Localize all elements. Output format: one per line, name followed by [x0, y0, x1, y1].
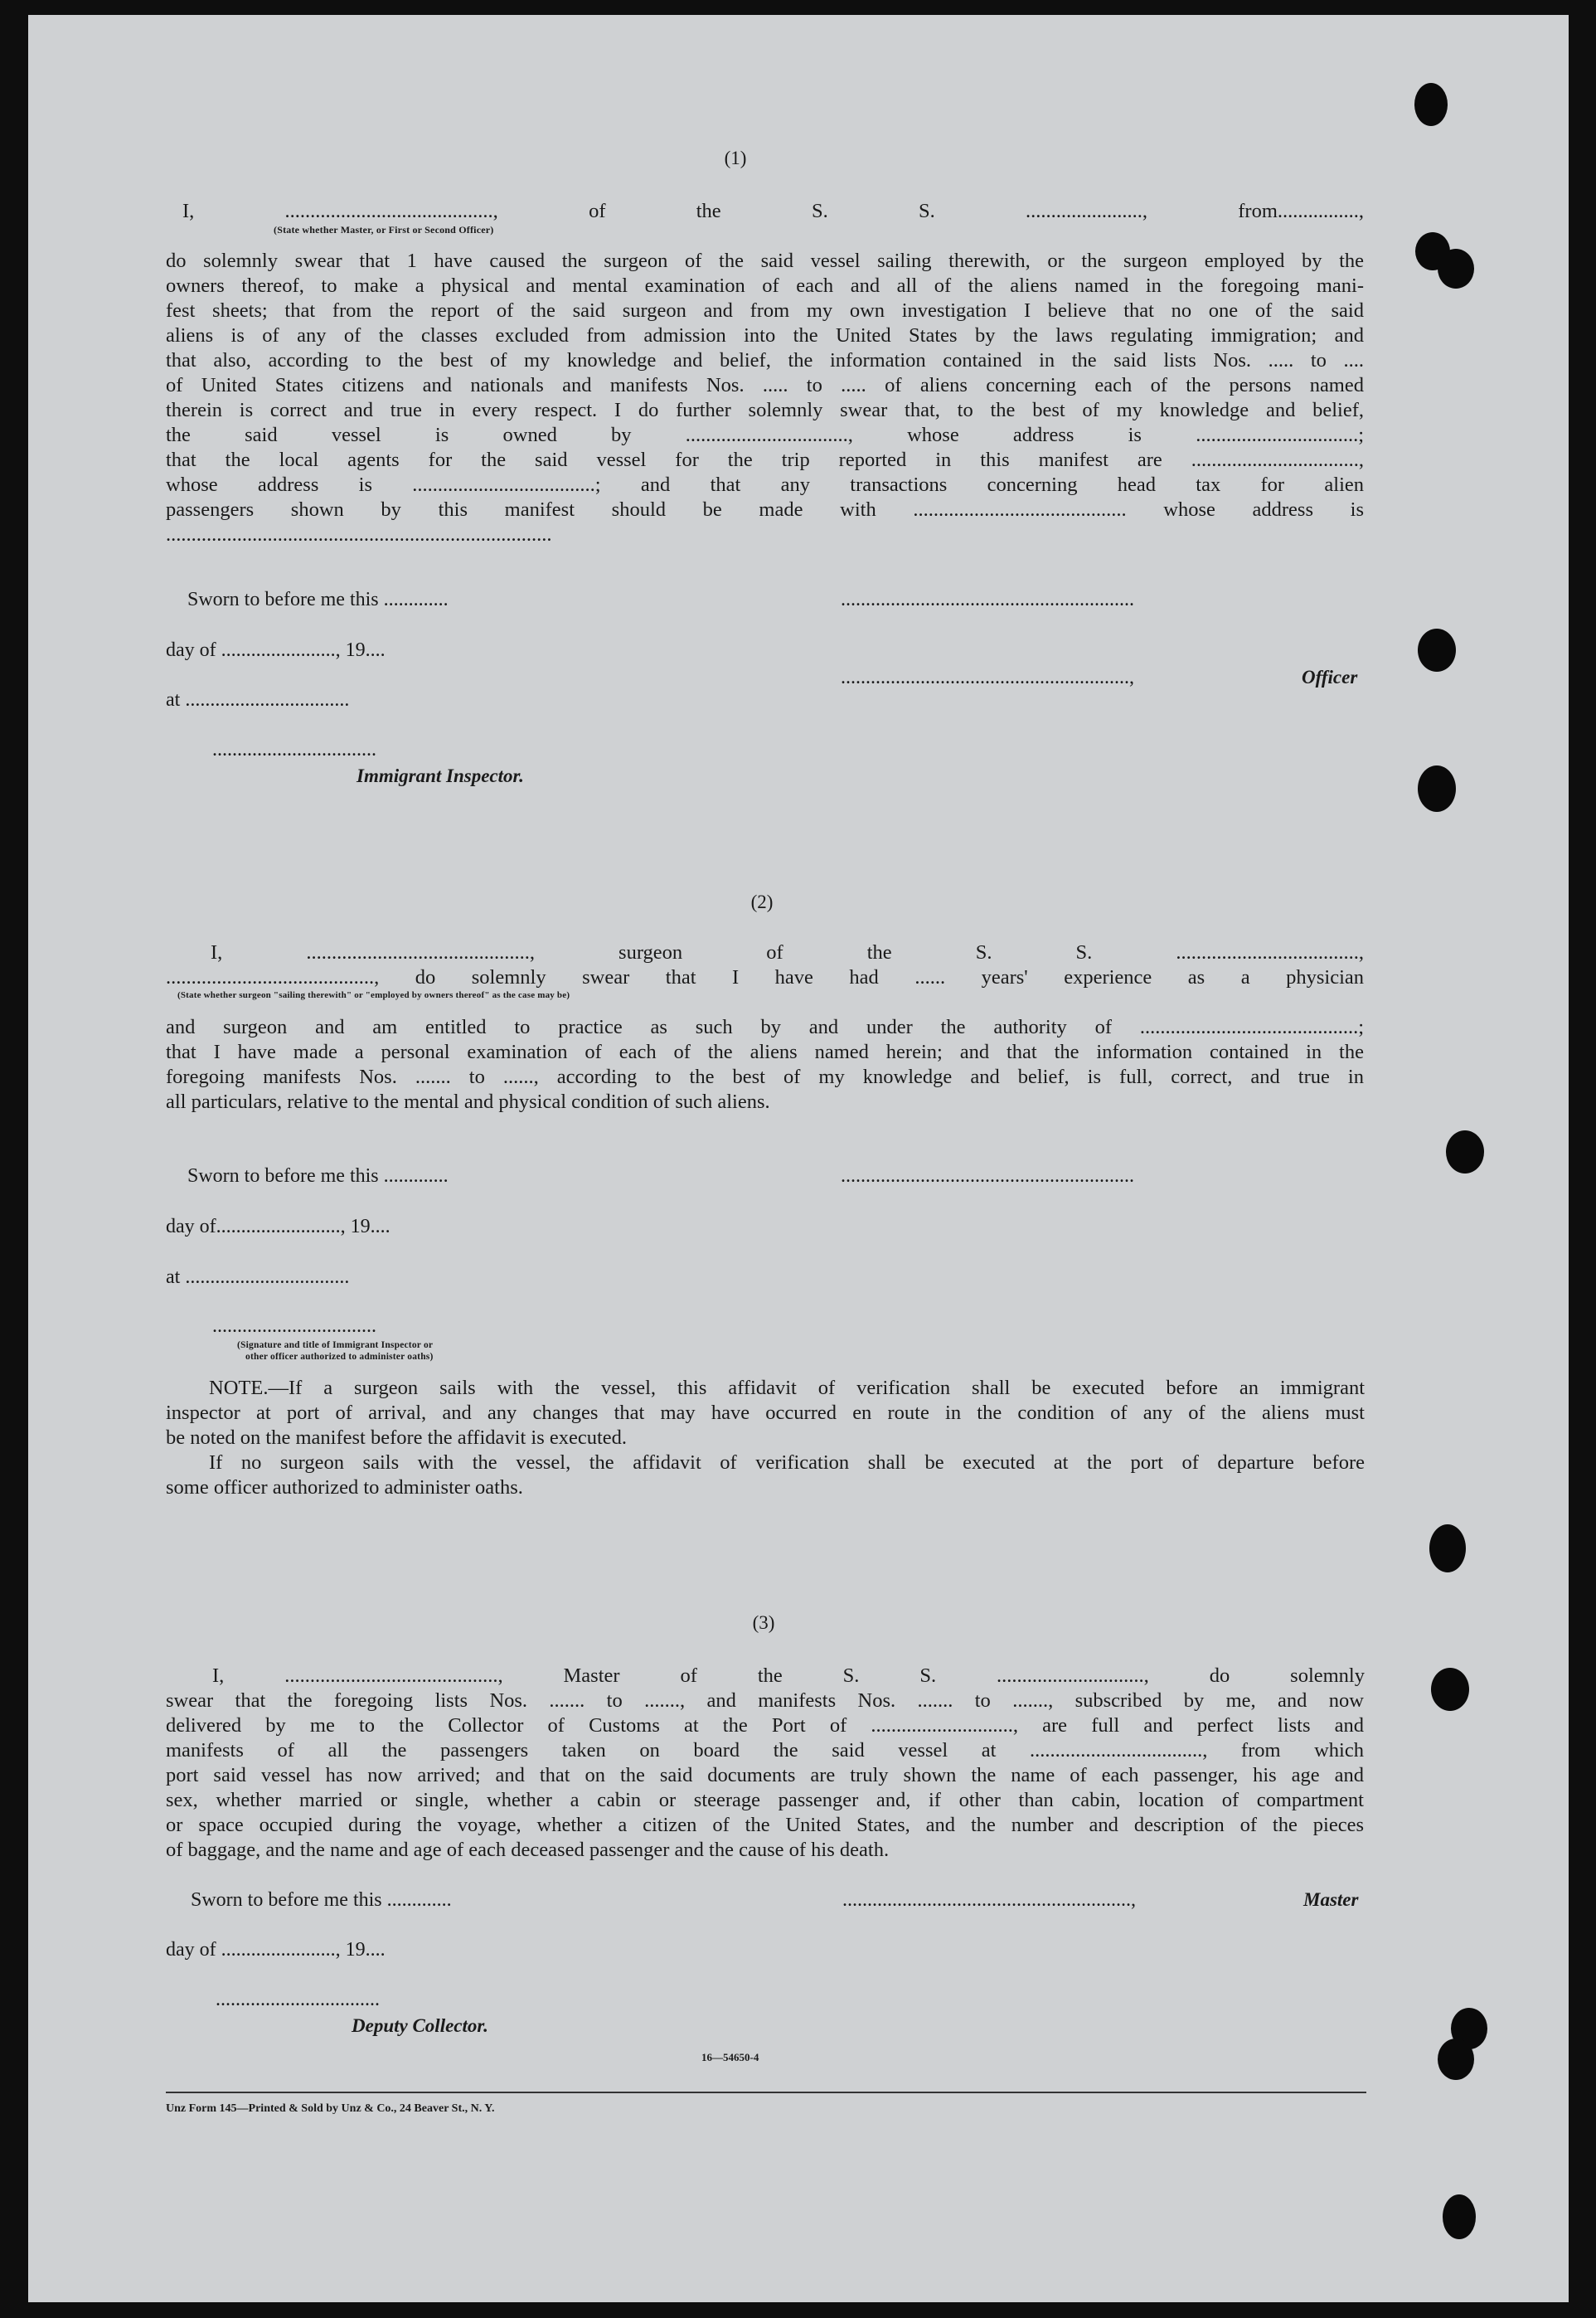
- section-2-note-line: inspector at port of arrival, and any changes that may have occurred en route in the condition of any of the aliens must: [166, 1402, 1365, 1424]
- section-1-body-line: of United States citizens and nationals and manifests Nos. ..... to ..... of aliens concerning each of the persons named: [166, 374, 1364, 396]
- section-2-at: at .................................: [166, 1266, 350, 1288]
- section-2-number: (2): [750, 892, 774, 912]
- section-3-sworn: Sworn to before me this .............: [191, 1889, 452, 1911]
- section-2-signature-dots: .................................: [212, 1315, 376, 1337]
- section-3-master-title: Master: [1303, 1889, 1359, 1910]
- binding-hole-mark: [1418, 629, 1456, 672]
- section-1-officer-dots: ..........................................................,: [841, 667, 1134, 688]
- section-1-signature-dots: .................................: [212, 739, 376, 761]
- section-3-body-line: or space occupied during the voyage, whether a citizen of the United States, and the number and description of the pieces: [166, 1814, 1364, 1836]
- binding-hole-mark: [1414, 83, 1448, 126]
- binding-hole-mark: [1431, 1668, 1469, 1711]
- section-3-body-line: I, .........................................., Master of the S. S. ............................., do solemnly: [212, 1664, 1365, 1687]
- section-1-body-line: ............................................................................: [166, 523, 552, 546]
- section-1-body-line: that also, according to the best of my knowledge and belief, the information contained in the said lists Nos. ..... to ....: [166, 349, 1364, 372]
- section-3-body-line: manifests of all the passengers taken on board the said vessel at .................................., from which: [166, 1739, 1364, 1762]
- section-2-body-line: foregoing manifests Nos. ....... to ......, according to the best of my knowledge and belief, is full, correct, and true in: [166, 1066, 1364, 1088]
- section-1-body-line: the said vessel is owned by ................................, whose address is ................................;: [166, 424, 1364, 446]
- section-2-note-line: NOTE.—If a surgeon sails with the vessel, this affidavit of verification shall be executed before an immigrant: [209, 1377, 1365, 1399]
- form-code: 16—54650-4: [701, 2051, 759, 2063]
- section-2-surgeon-note: (State whether surgeon "sailing therewith" or "employed by owners thereof" as the case may be): [177, 990, 570, 1000]
- section-2-body-line: and surgeon and am entitled to practice as such by and under the authority of ...........................................;: [166, 1016, 1364, 1038]
- section-2-sworn: Sworn to before me this .............: [187, 1165, 449, 1187]
- section-1-body-line: owners thereof, to make a physical and mental examination of each and all of the aliens named in the foregoing mani-: [166, 275, 1364, 297]
- section-1-body-line: do solemnly swear that 1 have caused the surgeon of the said vessel sailing therewith, or the surgeon employed by the: [166, 250, 1364, 272]
- section-2-note-line: some officer authorized to administer oaths.: [166, 1476, 523, 1499]
- section-1-right-signature-dots: ...........................................................: [841, 589, 1134, 610]
- footer-printer-line: Unz Form 145—Printed & Sold by Unz & Co., 24 Beaver St., N. Y.: [166, 2102, 495, 2115]
- section-1-body-line: therein is correct and true in every respect. I do further solemnly swear that, to the best of my knowledge and belief,: [166, 399, 1364, 421]
- section-1-officer-note: (State whether Master, or First or Second Officer): [274, 224, 494, 236]
- section-2-right-signature-dots: ...........................................................: [841, 1165, 1134, 1187]
- binding-hole-mark: [1438, 249, 1474, 289]
- binding-hole-mark: [1443, 2194, 1476, 2239]
- section-1-inspector-title: Immigrant Inspector.: [357, 765, 524, 786]
- section-3-body-line: swear that the foregoing lists Nos. ....... to ......., and manifests Nos. ....... to ......., subscribed by me, and now: [166, 1689, 1364, 1712]
- section-1-body-line: fest sheets; that from the report of the said surgeon and from my own investigation I believe that no one of the said: [166, 299, 1364, 322]
- section-1-body-line: whose address is ....................................; and that any transactions concerning head tax for alien: [166, 474, 1364, 496]
- section-1-sworn: Sworn to before me this .............: [187, 589, 449, 610]
- section-1-body-line: aliens is of any of the classes excluded from admission into the United States by the laws regulating immigration; and: [166, 324, 1364, 347]
- footer-rule: [166, 2092, 1366, 2093]
- section-2-note-line: be noted on the manifest before the affidavit is executed.: [166, 1426, 628, 1449]
- binding-hole-mark: [1429, 1524, 1466, 1572]
- section-3-body-line: sex, whether married or single, whether a cabin or steerage passenger and, if other than cabin, location of compartment: [166, 1789, 1364, 1811]
- section-2-body-line: all particulars, relative to the mental and physical condition of such aliens.: [166, 1091, 770, 1113]
- section-1-at: at .................................: [166, 689, 350, 711]
- section-3-number: (3): [752, 1612, 775, 1633]
- section-2-second-line: ........................................., do solemnly swear that I have had ...... years' experience as a physician: [166, 966, 1364, 989]
- section-1-opening-line: I, ........................................., of the S. S. ......................., from................,: [182, 200, 1364, 222]
- section-2-opening-line: I, ............................................, surgeon of the S. S. ....................................,: [211, 941, 1364, 964]
- section-3-signature-dots: .................................: [216, 1989, 380, 2010]
- section-3-day: day of ......................., 19....: [166, 1939, 386, 1961]
- binding-hole-mark: [1418, 765, 1456, 812]
- section-2-signature-caption: other officer authorized to administer oaths): [245, 1352, 434, 1362]
- section-2-signature-caption: (Signature and title of Immigrant Inspector or: [237, 1340, 434, 1350]
- section-1-body-line: passengers shown by this manifest should be made with .......................................... whose address is: [166, 498, 1364, 521]
- binding-hole-mark: [1438, 2039, 1474, 2080]
- section-3-collector-title: Deputy Collector.: [352, 2015, 488, 2036]
- binding-hole-mark: [1446, 1130, 1484, 1174]
- section-3-master-dots: ..........................................................,: [842, 1889, 1136, 1911]
- section-3-body-line: delivered by me to the Collector of Customs at the Port of ............................, are full and perfect lists and: [166, 1714, 1364, 1737]
- section-1-body-line: that the local agents for the said vessel for the trip reported in this manifest are .................................,: [166, 449, 1364, 471]
- document-page: [28, 15, 1569, 2302]
- section-2-day: day of........................., 19....: [166, 1216, 391, 1237]
- section-3-body-line: of baggage, and the name and age of each deceased passenger and the cause of his death.: [166, 1839, 890, 1861]
- section-2-note-line: If no surgeon sails with the vessel, the affidavit of verification shall be executed at the port of departure before: [209, 1451, 1365, 1474]
- section-2-body-line: that I have made a personal examination of each of the aliens named herein; and that the information contained in the: [166, 1041, 1364, 1063]
- section-3-body-line: port said vessel has now arrived; and that on the said documents are truly shown the name of each passenger, his age and: [166, 1764, 1364, 1786]
- section-1-number: (1): [724, 148, 747, 168]
- section-1-day: day of ......................., 19....: [166, 639, 386, 661]
- section-1-officer-title: Officer: [1302, 667, 1358, 688]
